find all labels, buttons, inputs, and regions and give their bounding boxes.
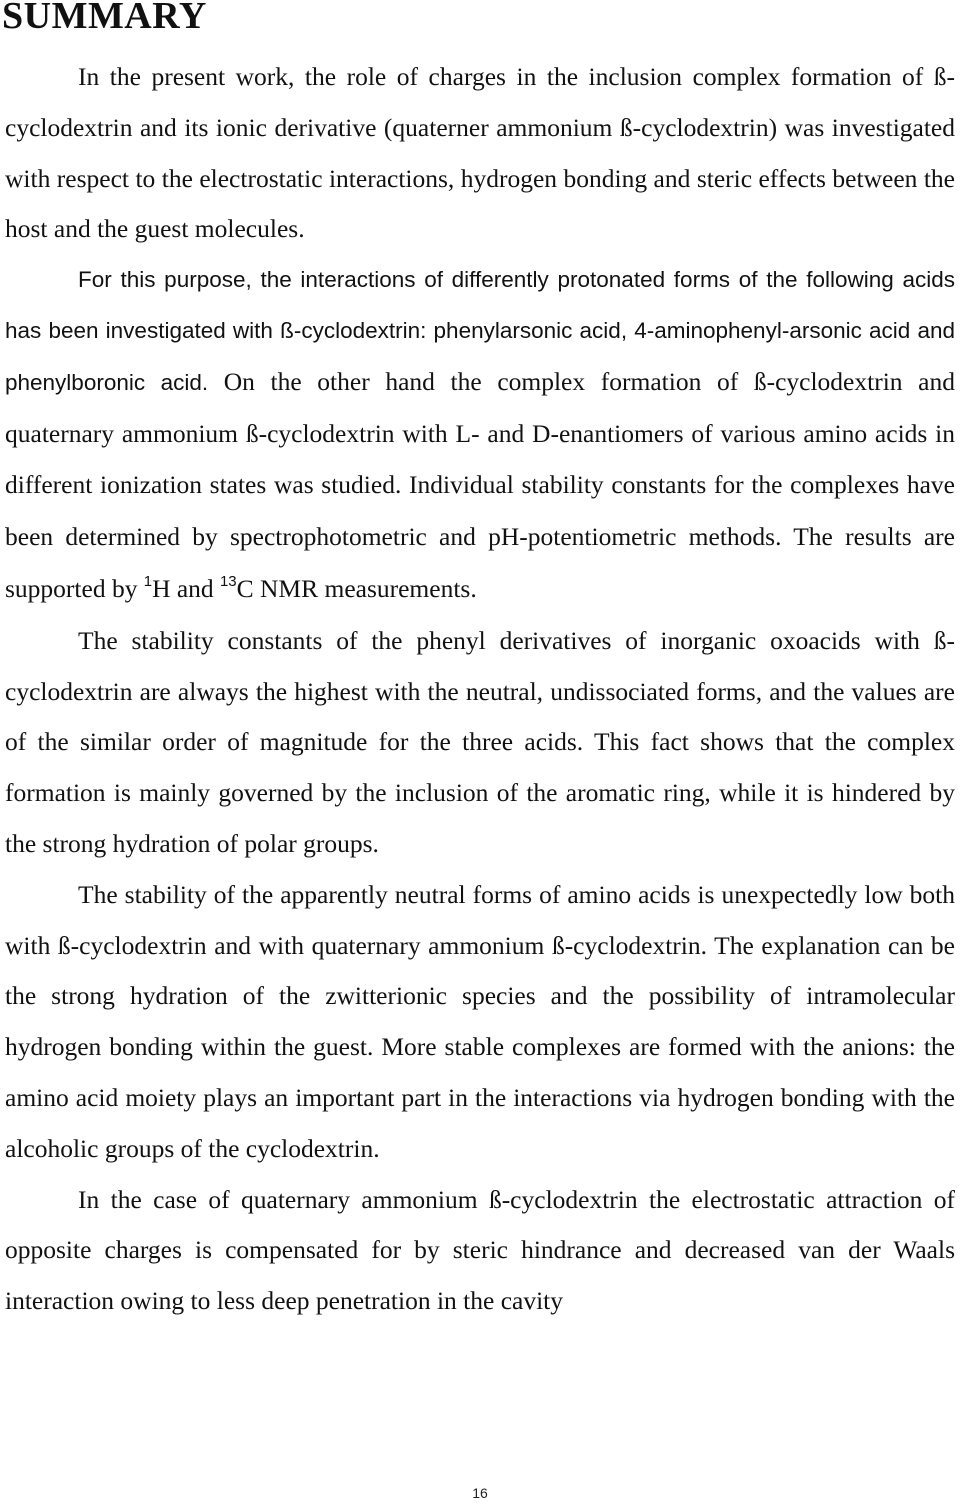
summary-body (5, 52, 955, 1327)
nmr-superscript-1: 1 (143, 572, 153, 590)
nmr-tail-text: C NMR measurements. (236, 573, 477, 603)
page-number: 16 (472, 1485, 488, 1501)
paragraph-intro: In the present work, the role of charges in the inclusion complex formation of ß-cyclodextrin and its ionic derivative (quaterner ammonium ß-cyclodextrin) was investigated with respect to the electrostatic interactions, hydrogen bonding and steric effects between the host and the guest molecules. (5, 62, 955, 244)
paragraph-amino-acids: The stability of the apparently neutral forms of amino acids is unexpectedly low both with ß-cyclodextrin and with quaternary ammonium ß-cyclodextrin. The explanation can be the strong hydration of the zwitterionic species and the possibility of intramolecular hydrogen bonding within the guest. More stable complexes are formed with the anions: the amino acid moiety plays an important part in the interactions via hydrogen bonding with the alcoholic groups of the cyclodextrin. (5, 879, 955, 1163)
paragraph-oxoacids: The stability constants of the phenyl derivatives of inorganic oxoacids with ß-cyclodextrin are always the highest with the neutral, undissociated forms, and the values are of the similar order of magnitude for the three acids. This fact shows that the complex formation is mainly governed by the inclusion of the aromatic ring, while it is hindered by the strong hydration of polar groups. (5, 625, 955, 858)
page-heading: SUMMARY (2, 0, 207, 37)
nmr-superscript-13: 13 (219, 572, 237, 590)
nmr-h-text: H and (152, 573, 214, 603)
paragraph-methods-sans-run: For this purpose, the interactions of differently protonated forms of the following acids has been investigated with ß-cyclodextrin: phenylarsonic acid, 4-aminophenyl-arsonic acid and phenylboronic acid. (5, 267, 955, 395)
paragraph-quaternary: In the case of quaternary ammonium ß-cyclodextrin the electrostatic attraction of opposite charges is compensated for by steric hindrance and decreased van der Waals interaction owing to less deep penetration in the cavity (5, 1184, 955, 1316)
paragraph-methods (5, 255, 955, 616)
paragraph-methods-serif-run: On the other hand the complex formation of ß-cyclodextrin and quaternary ammonium ß-cyclodextrin with L- and D-enantiomers of various amino acids in different ionization states was studied. Individual stability constants for the complexes have been determined by spectrophotometric and pH-potentiometric methods. The results are supported by (5, 366, 955, 603)
